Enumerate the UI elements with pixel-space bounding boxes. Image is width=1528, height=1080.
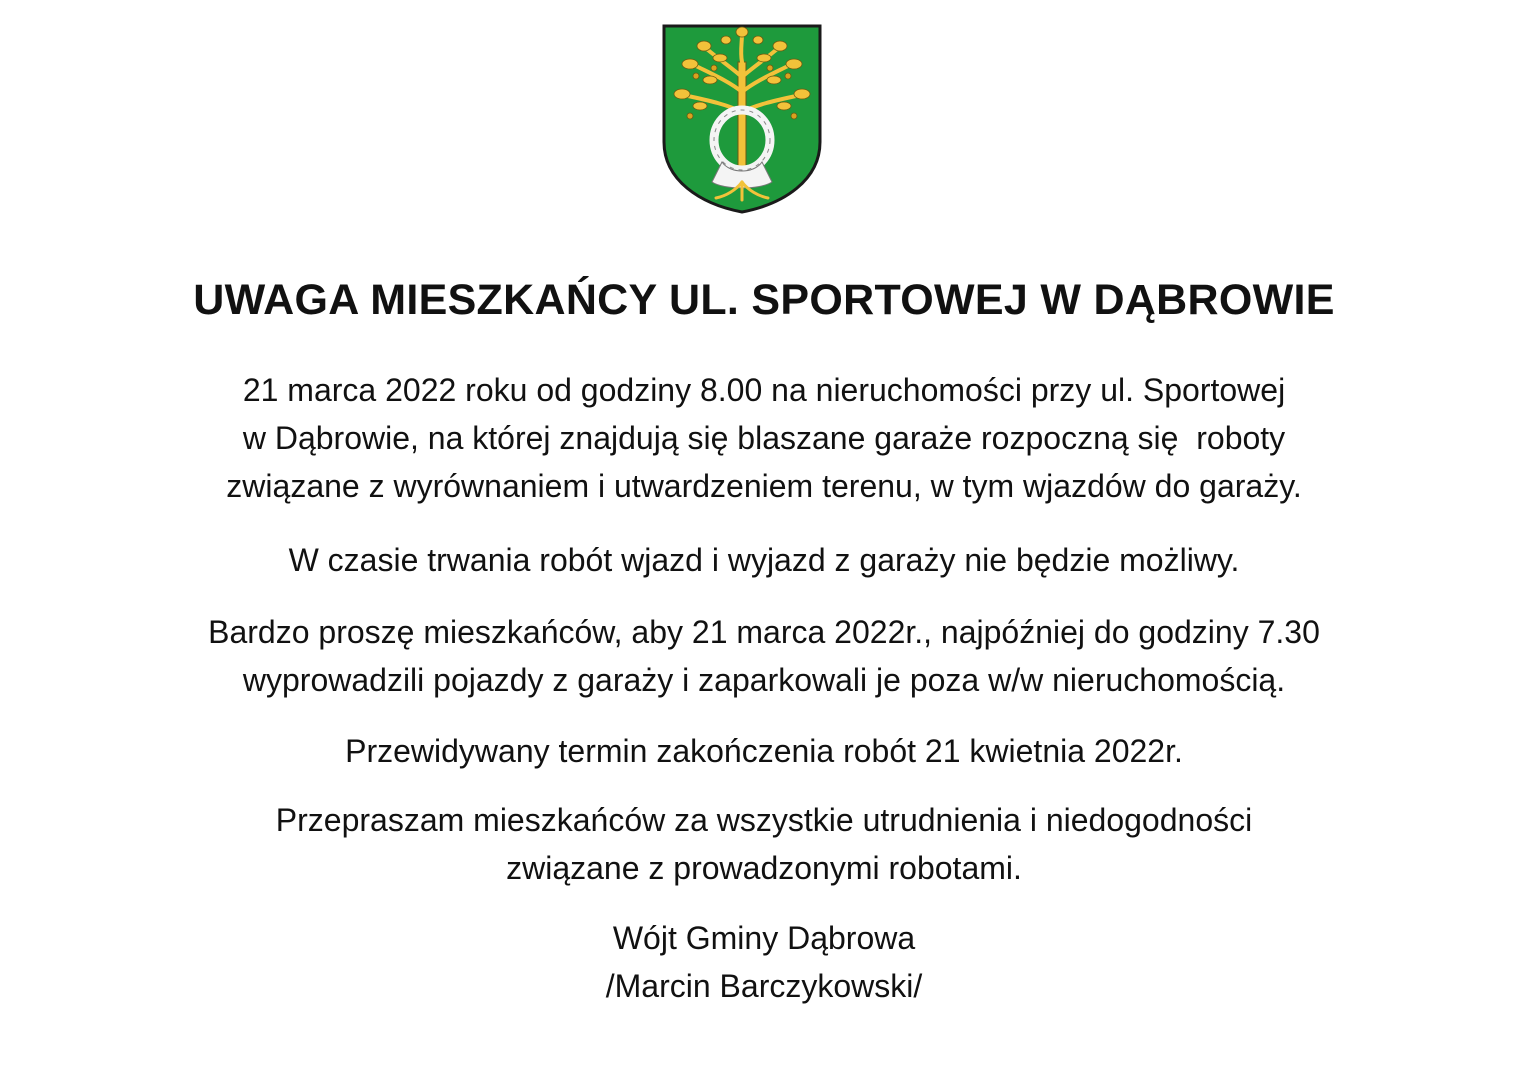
paragraph-completion-date <box>0 727 1528 775</box>
text-line: Bardzo proszę mieszkańców, aby 21 marca 2022r., najpóźniej do godziny 7.30 <box>208 614 1320 650</box>
text-line: związane z wyrównaniem i utwardzeniem terenu, w tym wjazdów do garaży. <box>226 468 1302 504</box>
text-line: Przewidywany termin zakończenia robót 21 kwietnia 2022r. <box>345 733 1183 769</box>
signature-block <box>0 914 1528 1010</box>
paragraph-vehicle-request <box>0 608 1528 704</box>
signature-title: Wójt Gminy Dąbrowa <box>612 920 916 956</box>
paragraph-apology <box>0 796 1528 892</box>
text-line: 21 marca 2022 roku od godziny 8.00 na nieruchomości przy ul. Sportowej <box>242 372 1286 408</box>
text-line: Przepraszam mieszkańców za wszystkie utrudnienia i niedogodności <box>275 802 1253 838</box>
text-line: związane z prowadzonymi robotami. <box>506 850 1022 886</box>
text-line: w Dąbrowie, na której znajdują się blaszane garaże rozpoczną się roboty <box>242 420 1286 456</box>
paragraph-access-restricted <box>0 536 1528 584</box>
coat-of-arms-logo <box>660 22 824 216</box>
text-line: W czasie trwania robót wjazd i wyjazd z garaży nie będzie możliwy. <box>288 542 1240 578</box>
oak-tree-crest-icon <box>660 22 824 216</box>
text-line: wyprowadzili pojazdy z garaży i zaparkowali je poza w/w nieruchomością. <box>242 662 1286 698</box>
notice-title: UWAGA MIESZKAŃCY UL. SPORTOWEJ W DĄBROWIE <box>193 276 1335 324</box>
paragraph-works-start <box>0 366 1528 510</box>
signature-name: /Marcin Barczykowski/ <box>605 968 923 1004</box>
